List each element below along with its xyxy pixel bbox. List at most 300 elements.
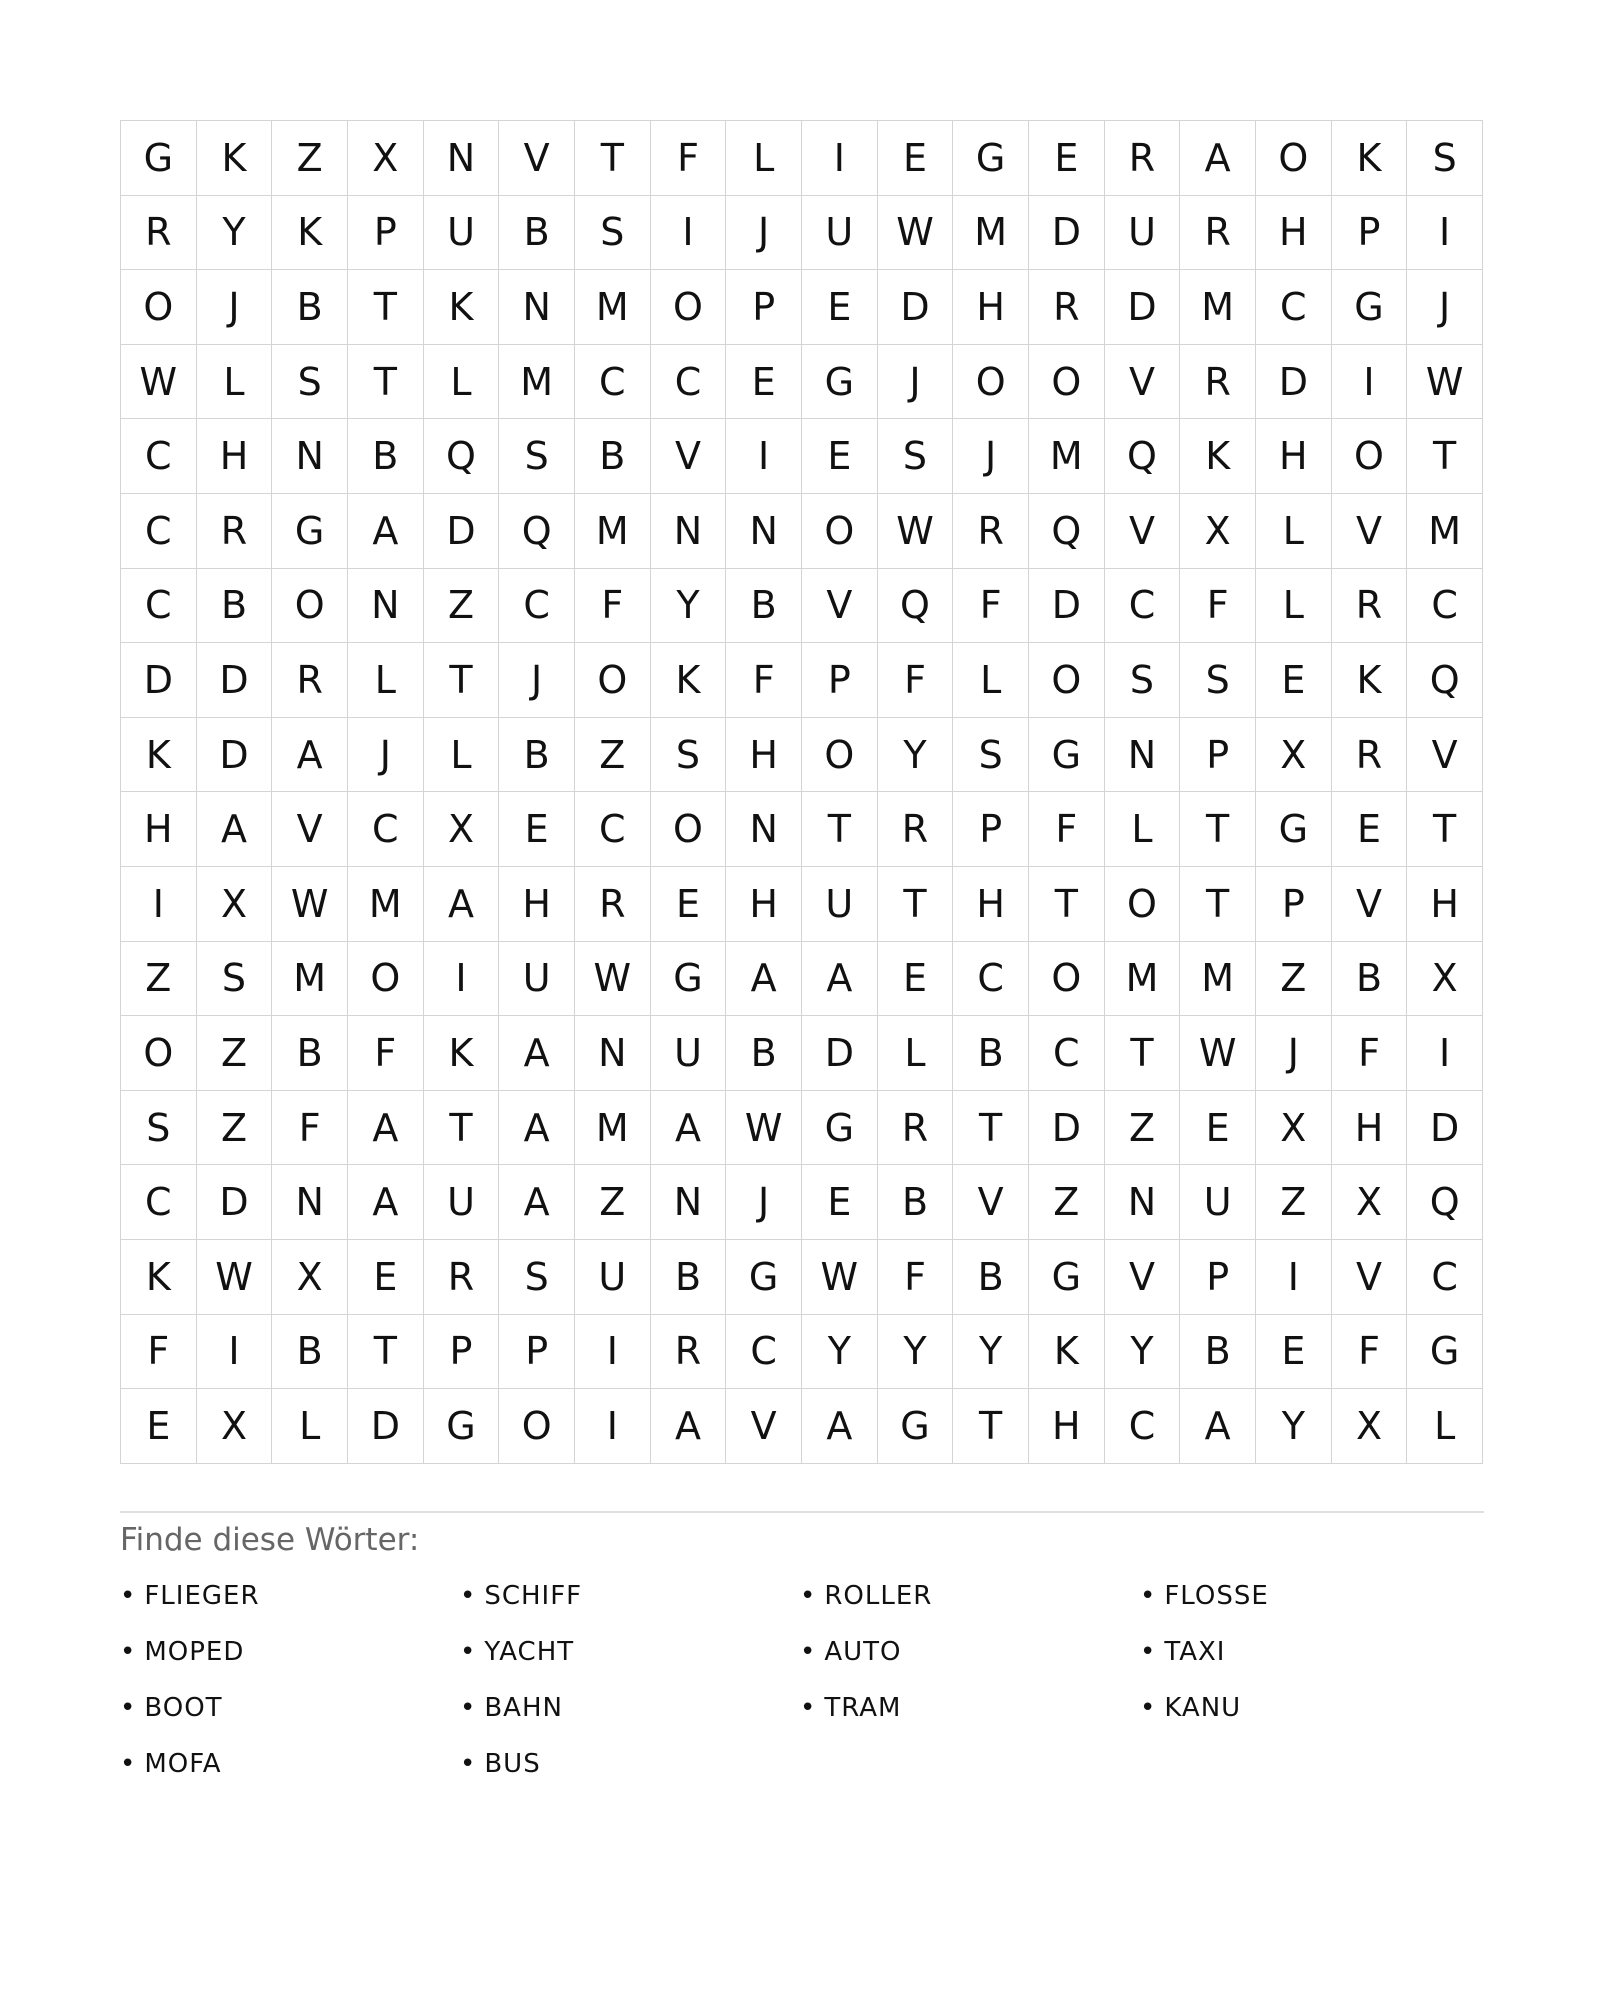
grid-cell[interactable]: Q (1407, 1165, 1483, 1240)
grid-cell[interactable]: R (1180, 196, 1256, 271)
grid-cell[interactable]: O (499, 1389, 575, 1464)
grid-cell[interactable]: N (726, 494, 802, 569)
grid-cell[interactable]: Q (499, 494, 575, 569)
grid-cell[interactable]: X (1332, 1389, 1408, 1464)
grid-cell[interactable]: Z (1256, 1165, 1332, 1240)
grid-cell[interactable]: L (1105, 792, 1181, 867)
grid-cell[interactable]: W (272, 867, 348, 942)
grid-cell[interactable]: G (1332, 270, 1408, 345)
grid-cell[interactable]: E (1332, 792, 1408, 867)
grid-cell[interactable]: S (499, 419, 575, 494)
grid-cell[interactable]: A (424, 867, 500, 942)
grid-cell[interactable]: N (424, 121, 500, 196)
grid-cell[interactable]: T (424, 1091, 500, 1166)
grid-cell[interactable]: T (1029, 867, 1105, 942)
grid-cell[interactable]: T (1105, 1016, 1181, 1091)
grid-cell[interactable]: G (424, 1389, 500, 1464)
grid-cell[interactable]: A (651, 1091, 727, 1166)
grid-cell[interactable]: D (1407, 1091, 1483, 1166)
grid-cell[interactable]: N (348, 569, 424, 644)
grid-cell[interactable]: N (272, 1165, 348, 1240)
grid-cell[interactable]: Y (802, 1315, 878, 1390)
grid-cell[interactable]: D (348, 1389, 424, 1464)
grid-cell[interactable]: K (424, 270, 500, 345)
grid-cell[interactable]: I (651, 196, 727, 271)
grid-cell[interactable]: G (802, 345, 878, 420)
grid-cell[interactable]: I (1332, 345, 1408, 420)
grid-cell[interactable]: C (121, 569, 197, 644)
grid-cell[interactable]: A (1180, 121, 1256, 196)
grid-cell[interactable]: T (1407, 792, 1483, 867)
grid-cell[interactable]: A (802, 942, 878, 1017)
grid-cell[interactable]: W (726, 1091, 802, 1166)
grid-cell[interactable]: M (348, 867, 424, 942)
grid-cell[interactable]: R (272, 643, 348, 718)
grid-cell[interactable]: C (121, 494, 197, 569)
grid-cell[interactable]: L (272, 1389, 348, 1464)
grid-cell[interactable]: C (651, 345, 727, 420)
grid-cell[interactable]: S (272, 345, 348, 420)
grid-cell[interactable]: G (726, 1240, 802, 1315)
grid-cell[interactable]: G (121, 121, 197, 196)
grid-cell[interactable]: G (272, 494, 348, 569)
grid-cell[interactable]: N (651, 494, 727, 569)
grid-cell[interactable]: M (953, 196, 1029, 271)
grid-cell[interactable]: Z (1105, 1091, 1181, 1166)
grid-cell[interactable]: A (499, 1091, 575, 1166)
grid-cell[interactable]: M (575, 270, 651, 345)
grid-cell[interactable]: X (1332, 1165, 1408, 1240)
grid-cell[interactable]: N (651, 1165, 727, 1240)
grid-cell[interactable]: M (575, 494, 651, 569)
grid-cell[interactable]: G (953, 121, 1029, 196)
grid-cell[interactable]: L (424, 718, 500, 793)
grid-cell[interactable]: R (878, 1091, 954, 1166)
grid-cell[interactable]: O (953, 345, 1029, 420)
grid-cell[interactable]: B (272, 1315, 348, 1390)
grid-cell[interactable]: O (1256, 121, 1332, 196)
grid-cell[interactable]: F (1332, 1016, 1408, 1091)
grid-cell[interactable]: C (1407, 569, 1483, 644)
grid-cell[interactable]: D (1029, 569, 1105, 644)
grid-cell[interactable]: V (1105, 345, 1181, 420)
grid-cell[interactable]: S (1180, 643, 1256, 718)
grid-cell[interactable]: E (1180, 1091, 1256, 1166)
grid-cell[interactable]: L (726, 121, 802, 196)
grid-cell[interactable]: V (802, 569, 878, 644)
grid-cell[interactable]: N (272, 419, 348, 494)
grid-cell[interactable]: I (575, 1389, 651, 1464)
grid-cell[interactable]: Y (878, 718, 954, 793)
grid-cell[interactable]: O (121, 1016, 197, 1091)
grid-cell[interactable]: L (1256, 494, 1332, 569)
grid-cell[interactable]: B (272, 1016, 348, 1091)
grid-cell[interactable]: W (878, 196, 954, 271)
grid-cell[interactable]: Z (197, 1091, 273, 1166)
grid-cell[interactable]: Q (424, 419, 500, 494)
grid-cell[interactable]: J (1256, 1016, 1332, 1091)
grid-cell[interactable]: N (726, 792, 802, 867)
grid-cell[interactable]: J (348, 718, 424, 793)
grid-cell[interactable]: L (1407, 1389, 1483, 1464)
grid-cell[interactable]: R (575, 867, 651, 942)
grid-cell[interactable]: R (953, 494, 1029, 569)
grid-cell[interactable]: O (651, 792, 727, 867)
grid-cell[interactable]: T (1407, 419, 1483, 494)
grid-cell[interactable]: V (726, 1389, 802, 1464)
grid-cell[interactable]: G (1029, 718, 1105, 793)
grid-cell[interactable]: T (424, 643, 500, 718)
grid-cell[interactable]: J (953, 419, 1029, 494)
grid-cell[interactable]: P (1256, 867, 1332, 942)
grid-cell[interactable]: P (499, 1315, 575, 1390)
grid-cell[interactable]: C (1105, 1389, 1181, 1464)
grid-cell[interactable]: M (272, 942, 348, 1017)
grid-cell[interactable]: B (878, 1165, 954, 1240)
grid-cell[interactable]: S (1407, 121, 1483, 196)
grid-cell[interactable]: I (1256, 1240, 1332, 1315)
grid-cell[interactable]: F (1029, 792, 1105, 867)
grid-cell[interactable]: P (1180, 1240, 1256, 1315)
grid-cell[interactable]: M (575, 1091, 651, 1166)
grid-cell[interactable]: C (575, 345, 651, 420)
grid-cell[interactable]: B (499, 718, 575, 793)
grid-cell[interactable]: K (121, 718, 197, 793)
grid-cell[interactable]: F (272, 1091, 348, 1166)
grid-cell[interactable]: H (499, 867, 575, 942)
grid-cell[interactable]: I (575, 1315, 651, 1390)
grid-cell[interactable]: D (1029, 196, 1105, 271)
grid-cell[interactable]: N (1105, 1165, 1181, 1240)
grid-cell[interactable]: C (121, 419, 197, 494)
grid-cell[interactable]: M (1180, 270, 1256, 345)
grid-cell[interactable]: S (499, 1240, 575, 1315)
grid-cell[interactable]: H (197, 419, 273, 494)
grid-cell[interactable]: Z (1256, 942, 1332, 1017)
grid-cell[interactable]: V (272, 792, 348, 867)
grid-cell[interactable]: E (802, 270, 878, 345)
grid-cell[interactable]: E (499, 792, 575, 867)
grid-cell[interactable]: P (348, 196, 424, 271)
grid-cell[interactable]: C (348, 792, 424, 867)
grid-cell[interactable]: M (499, 345, 575, 420)
grid-cell[interactable]: K (1332, 121, 1408, 196)
grid-cell[interactable]: J (878, 345, 954, 420)
grid-cell[interactable]: J (1407, 270, 1483, 345)
grid-cell[interactable]: Q (1029, 494, 1105, 569)
grid-cell[interactable]: A (802, 1389, 878, 1464)
grid-cell[interactable]: R (197, 494, 273, 569)
grid-cell[interactable]: U (802, 196, 878, 271)
grid-cell[interactable]: Z (575, 718, 651, 793)
grid-cell[interactable]: E (1256, 1315, 1332, 1390)
grid-cell[interactable]: K (651, 643, 727, 718)
grid-cell[interactable]: K (1180, 419, 1256, 494)
grid-cell[interactable]: F (651, 121, 727, 196)
grid-cell[interactable]: Y (197, 196, 273, 271)
grid-cell[interactable]: F (953, 569, 1029, 644)
grid-cell[interactable]: P (953, 792, 1029, 867)
grid-cell[interactable]: L (197, 345, 273, 420)
grid-cell[interactable]: O (1029, 942, 1105, 1017)
grid-cell[interactable]: P (726, 270, 802, 345)
grid-cell[interactable]: S (651, 718, 727, 793)
grid-cell[interactable]: H (121, 792, 197, 867)
grid-cell[interactable]: V (1105, 494, 1181, 569)
grid-cell[interactable]: A (348, 494, 424, 569)
grid-cell[interactable]: Q (1105, 419, 1181, 494)
grid-cell[interactable]: X (1256, 1091, 1332, 1166)
grid-cell[interactable]: W (878, 494, 954, 569)
grid-cell[interactable]: O (651, 270, 727, 345)
grid-cell[interactable]: F (575, 569, 651, 644)
grid-cell[interactable]: B (575, 419, 651, 494)
grid-cell[interactable]: Z (197, 1016, 273, 1091)
grid-cell[interactable]: U (802, 867, 878, 942)
grid-cell[interactable]: H (1256, 419, 1332, 494)
grid-cell[interactable]: J (499, 643, 575, 718)
grid-cell[interactable]: P (1332, 196, 1408, 271)
grid-cell[interactable]: B (197, 569, 273, 644)
grid-cell[interactable]: U (424, 196, 500, 271)
grid-cell[interactable]: T (348, 1315, 424, 1390)
grid-cell[interactable]: F (726, 643, 802, 718)
grid-cell[interactable]: X (1407, 942, 1483, 1017)
grid-cell[interactable]: H (1029, 1389, 1105, 1464)
grid-cell[interactable]: G (878, 1389, 954, 1464)
grid-cell[interactable]: B (726, 1016, 802, 1091)
grid-cell[interactable]: I (1407, 1016, 1483, 1091)
grid-cell[interactable]: C (121, 1165, 197, 1240)
grid-cell[interactable]: R (1332, 569, 1408, 644)
grid-cell[interactable]: G (1407, 1315, 1483, 1390)
grid-cell[interactable]: E (878, 121, 954, 196)
grid-cell[interactable]: C (1407, 1240, 1483, 1315)
grid-cell[interactable]: L (424, 345, 500, 420)
grid-cell[interactable]: I (424, 942, 500, 1017)
grid-cell[interactable]: D (424, 494, 500, 569)
grid-cell[interactable]: J (726, 196, 802, 271)
grid-cell[interactable]: B (651, 1240, 727, 1315)
grid-cell[interactable]: X (424, 792, 500, 867)
grid-cell[interactable]: C (726, 1315, 802, 1390)
grid-cell[interactable]: L (348, 643, 424, 718)
grid-cell[interactable]: Z (1029, 1165, 1105, 1240)
grid-cell[interactable]: A (499, 1016, 575, 1091)
grid-cell[interactable]: X (272, 1240, 348, 1315)
grid-cell[interactable]: R (1332, 718, 1408, 793)
grid-cell[interactable]: T (575, 121, 651, 196)
grid-cell[interactable]: T (348, 345, 424, 420)
grid-cell[interactable]: L (1256, 569, 1332, 644)
grid-cell[interactable]: H (726, 867, 802, 942)
grid-cell[interactable]: S (121, 1091, 197, 1166)
grid-cell[interactable]: H (1332, 1091, 1408, 1166)
grid-cell[interactable]: I (1407, 196, 1483, 271)
grid-cell[interactable]: P (802, 643, 878, 718)
grid-cell[interactable]: V (1407, 718, 1483, 793)
grid-cell[interactable]: T (1180, 867, 1256, 942)
grid-cell[interactable]: O (348, 942, 424, 1017)
grid-cell[interactable]: S (1105, 643, 1181, 718)
grid-cell[interactable]: S (878, 419, 954, 494)
grid-cell[interactable]: W (1180, 1016, 1256, 1091)
grid-cell[interactable]: G (802, 1091, 878, 1166)
grid-cell[interactable]: Q (878, 569, 954, 644)
grid-cell[interactable]: T (953, 1091, 1029, 1166)
grid-cell[interactable]: O (1332, 419, 1408, 494)
grid-cell[interactable]: J (197, 270, 273, 345)
grid-cell[interactable]: B (1180, 1315, 1256, 1390)
grid-cell[interactable]: L (953, 643, 1029, 718)
grid-cell[interactable]: X (197, 867, 273, 942)
grid-cell[interactable]: I (726, 419, 802, 494)
grid-cell[interactable]: I (121, 867, 197, 942)
grid-cell[interactable]: Z (272, 121, 348, 196)
grid-cell[interactable]: F (348, 1016, 424, 1091)
grid-cell[interactable]: C (575, 792, 651, 867)
grid-cell[interactable]: B (726, 569, 802, 644)
grid-cell[interactable]: D (878, 270, 954, 345)
grid-cell[interactable]: U (575, 1240, 651, 1315)
grid-cell[interactable]: B (953, 1016, 1029, 1091)
grid-cell[interactable]: A (272, 718, 348, 793)
grid-cell[interactable]: S (197, 942, 273, 1017)
grid-cell[interactable]: E (802, 419, 878, 494)
grid-cell[interactable]: S (953, 718, 1029, 793)
grid-cell[interactable]: E (726, 345, 802, 420)
grid-cell[interactable]: D (1029, 1091, 1105, 1166)
grid-cell[interactable]: U (1105, 196, 1181, 271)
grid-cell[interactable]: X (197, 1389, 273, 1464)
grid-cell[interactable]: I (802, 121, 878, 196)
grid-cell[interactable]: V (1332, 867, 1408, 942)
grid-cell[interactable]: R (121, 196, 197, 271)
grid-cell[interactable]: T (1180, 792, 1256, 867)
grid-cell[interactable]: B (348, 419, 424, 494)
grid-cell[interactable]: H (726, 718, 802, 793)
grid-cell[interactable]: U (499, 942, 575, 1017)
grid-cell[interactable]: M (1105, 942, 1181, 1017)
grid-cell[interactable]: V (499, 121, 575, 196)
grid-cell[interactable]: T (802, 792, 878, 867)
grid-cell[interactable]: P (1180, 718, 1256, 793)
grid-cell[interactable]: C (953, 942, 1029, 1017)
grid-cell[interactable]: F (878, 643, 954, 718)
grid-cell[interactable]: Y (953, 1315, 1029, 1390)
grid-cell[interactable]: K (1029, 1315, 1105, 1390)
grid-cell[interactable]: W (802, 1240, 878, 1315)
grid-cell[interactable]: D (197, 1165, 273, 1240)
grid-cell[interactable]: B (499, 196, 575, 271)
grid-cell[interactable]: C (1029, 1016, 1105, 1091)
grid-cell[interactable]: A (197, 792, 273, 867)
grid-cell[interactable]: F (1332, 1315, 1408, 1390)
grid-cell[interactable]: C (499, 569, 575, 644)
grid-cell[interactable]: X (1180, 494, 1256, 569)
grid-cell[interactable]: J (726, 1165, 802, 1240)
grid-cell[interactable]: X (348, 121, 424, 196)
grid-cell[interactable]: Q (1407, 643, 1483, 718)
grid-cell[interactable]: V (1332, 494, 1408, 569)
grid-cell[interactable]: E (348, 1240, 424, 1315)
grid-cell[interactable]: O (1105, 867, 1181, 942)
grid-cell[interactable]: L (878, 1016, 954, 1091)
grid-cell[interactable]: M (1029, 419, 1105, 494)
grid-cell[interactable]: N (1105, 718, 1181, 793)
grid-cell[interactable]: K (1332, 643, 1408, 718)
grid-cell[interactable]: E (878, 942, 954, 1017)
grid-cell[interactable]: O (802, 718, 878, 793)
grid-cell[interactable]: A (348, 1091, 424, 1166)
grid-cell[interactable]: C (1105, 569, 1181, 644)
grid-cell[interactable]: D (1256, 345, 1332, 420)
grid-cell[interactable]: O (272, 569, 348, 644)
grid-cell[interactable]: H (953, 270, 1029, 345)
grid-cell[interactable]: Z (121, 942, 197, 1017)
grid-cell[interactable]: O (575, 643, 651, 718)
grid-cell[interactable]: V (651, 419, 727, 494)
grid-cell[interactable]: G (1029, 1240, 1105, 1315)
grid-cell[interactable]: T (348, 270, 424, 345)
grid-cell[interactable]: N (575, 1016, 651, 1091)
grid-cell[interactable]: V (1105, 1240, 1181, 1315)
grid-cell[interactable]: W (121, 345, 197, 420)
grid-cell[interactable]: G (651, 942, 727, 1017)
grid-cell[interactable]: O (1029, 345, 1105, 420)
grid-cell[interactable]: W (197, 1240, 273, 1315)
grid-cell[interactable]: F (121, 1315, 197, 1390)
grid-cell[interactable]: K (424, 1016, 500, 1091)
grid-cell[interactable]: K (197, 121, 273, 196)
grid-cell[interactable]: M (1407, 494, 1483, 569)
grid-cell[interactable]: R (878, 792, 954, 867)
grid-cell[interactable]: C (1256, 270, 1332, 345)
grid-cell[interactable]: N (499, 270, 575, 345)
grid-cell[interactable]: B (1332, 942, 1408, 1017)
grid-cell[interactable]: M (1180, 942, 1256, 1017)
grid-cell[interactable]: Y (1256, 1389, 1332, 1464)
grid-cell[interactable]: O (802, 494, 878, 569)
grid-cell[interactable]: K (272, 196, 348, 271)
grid-cell[interactable]: U (1180, 1165, 1256, 1240)
grid-cell[interactable]: W (1407, 345, 1483, 420)
grid-cell[interactable]: F (1180, 569, 1256, 644)
grid-cell[interactable]: G (1256, 792, 1332, 867)
grid-cell[interactable]: T (878, 867, 954, 942)
grid-cell[interactable]: A (499, 1165, 575, 1240)
grid-cell[interactable]: P (424, 1315, 500, 1390)
grid-cell[interactable]: D (121, 643, 197, 718)
grid-cell[interactable]: H (1256, 196, 1332, 271)
grid-cell[interactable]: O (1029, 643, 1105, 718)
grid-cell[interactable]: B (953, 1240, 1029, 1315)
grid-cell[interactable]: H (1407, 867, 1483, 942)
grid-cell[interactable]: E (1029, 121, 1105, 196)
grid-cell[interactable]: F (878, 1240, 954, 1315)
grid-cell[interactable]: E (651, 867, 727, 942)
grid-cell[interactable]: O (121, 270, 197, 345)
grid-cell[interactable]: X (1256, 718, 1332, 793)
grid-cell[interactable]: K (121, 1240, 197, 1315)
grid-cell[interactable]: D (802, 1016, 878, 1091)
grid-cell[interactable]: Y (651, 569, 727, 644)
grid-cell[interactable]: E (121, 1389, 197, 1464)
grid-cell[interactable]: H (953, 867, 1029, 942)
grid-cell[interactable]: A (1180, 1389, 1256, 1464)
grid-cell[interactable]: R (1105, 121, 1181, 196)
grid-cell[interactable]: R (651, 1315, 727, 1390)
